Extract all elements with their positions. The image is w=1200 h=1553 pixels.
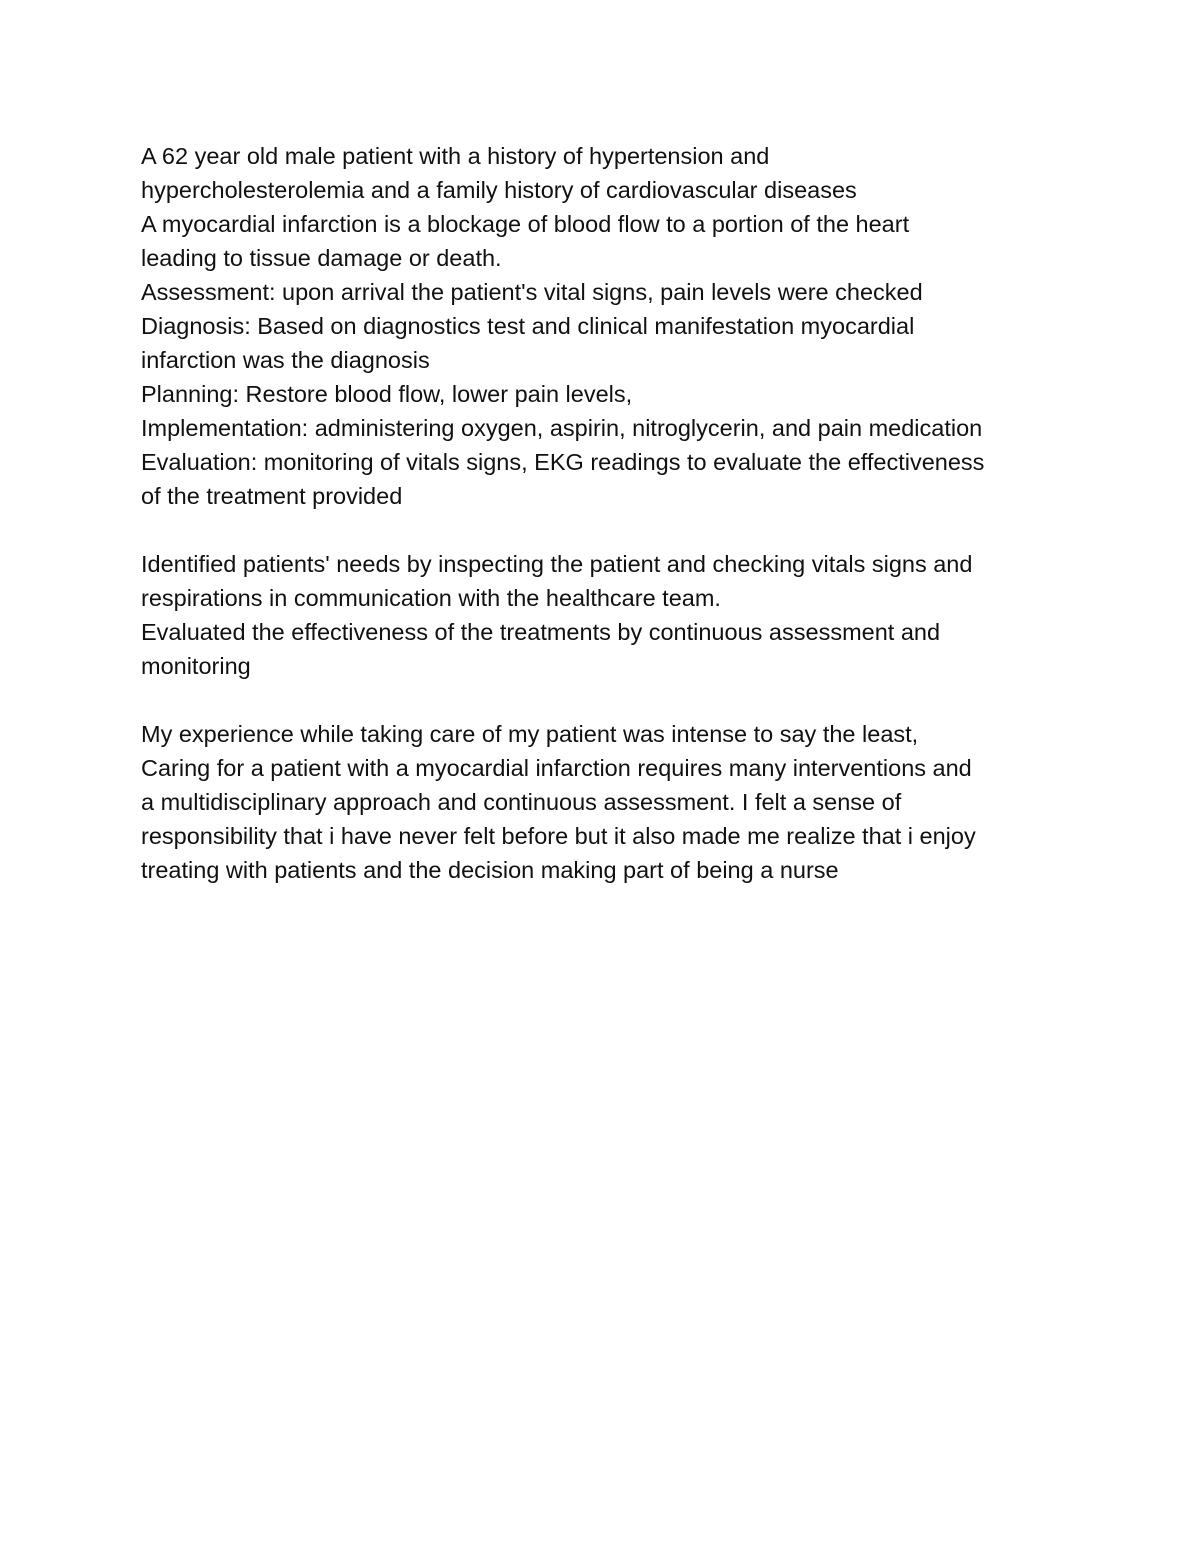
- text-line: A 62 year old male patient with a history of hypertension and: [141, 143, 770, 169]
- assessment-line: Assessment: upon arrival the patient's vital signs, pain levels were checked: [141, 279, 923, 305]
- diagnosis-line: Diagnosis: Based on diagnostics test and clinical manifestation myocardial: [141, 313, 915, 339]
- evaluation-line: Evaluation: monitoring of vitals signs, EKG readings to evaluate the effectiveness: [141, 449, 985, 475]
- paragraph-spacer: [141, 683, 1081, 717]
- document-body: [141, 139, 1081, 887]
- text-line: hypercholesterolemia and a family history of cardiovascular diseases: [141, 177, 857, 203]
- patient-needs-paragraph: [141, 547, 1081, 683]
- reflection-paragraph: [141, 717, 1081, 887]
- paragraph-spacer: [141, 513, 1081, 547]
- text-line: Caring for a patient with a myocardial infarction requires many interventions and: [141, 755, 972, 781]
- implementation-line: Implementation: administering oxygen, aspirin, nitroglycerin, and pain medication: [141, 415, 983, 441]
- text-line: a multidisciplinary approach and continuous assessment. I felt a sense of: [141, 789, 902, 815]
- text-line: infarction was the diagnosis: [141, 347, 430, 373]
- case-summary-paragraph: [141, 139, 1081, 513]
- text-line: Identified patients' needs by inspecting the patient and checking vitals signs and: [141, 551, 973, 577]
- text-line: My experience while taking care of my patient was intense to say the least,: [141, 721, 919, 747]
- text-line: Evaluated the effectiveness of the treatments by continuous assessment and: [141, 619, 941, 645]
- text-line: responsibility that i have never felt before but it also made me realize that i enjoy: [141, 823, 976, 849]
- text-line: leading to tissue damage or death.: [141, 245, 502, 271]
- text-line: respirations in communication with the healthcare team.: [141, 585, 721, 611]
- planning-line: Planning: Restore blood flow, lower pain levels,: [141, 381, 633, 407]
- text-line: monitoring: [141, 653, 251, 679]
- text-line: A myocardial infarction is a blockage of blood flow to a portion of the heart: [141, 211, 910, 237]
- text-line: of the treatment provided: [141, 483, 403, 509]
- text-line: treating with patients and the decision making part of being a nurse: [141, 857, 839, 883]
